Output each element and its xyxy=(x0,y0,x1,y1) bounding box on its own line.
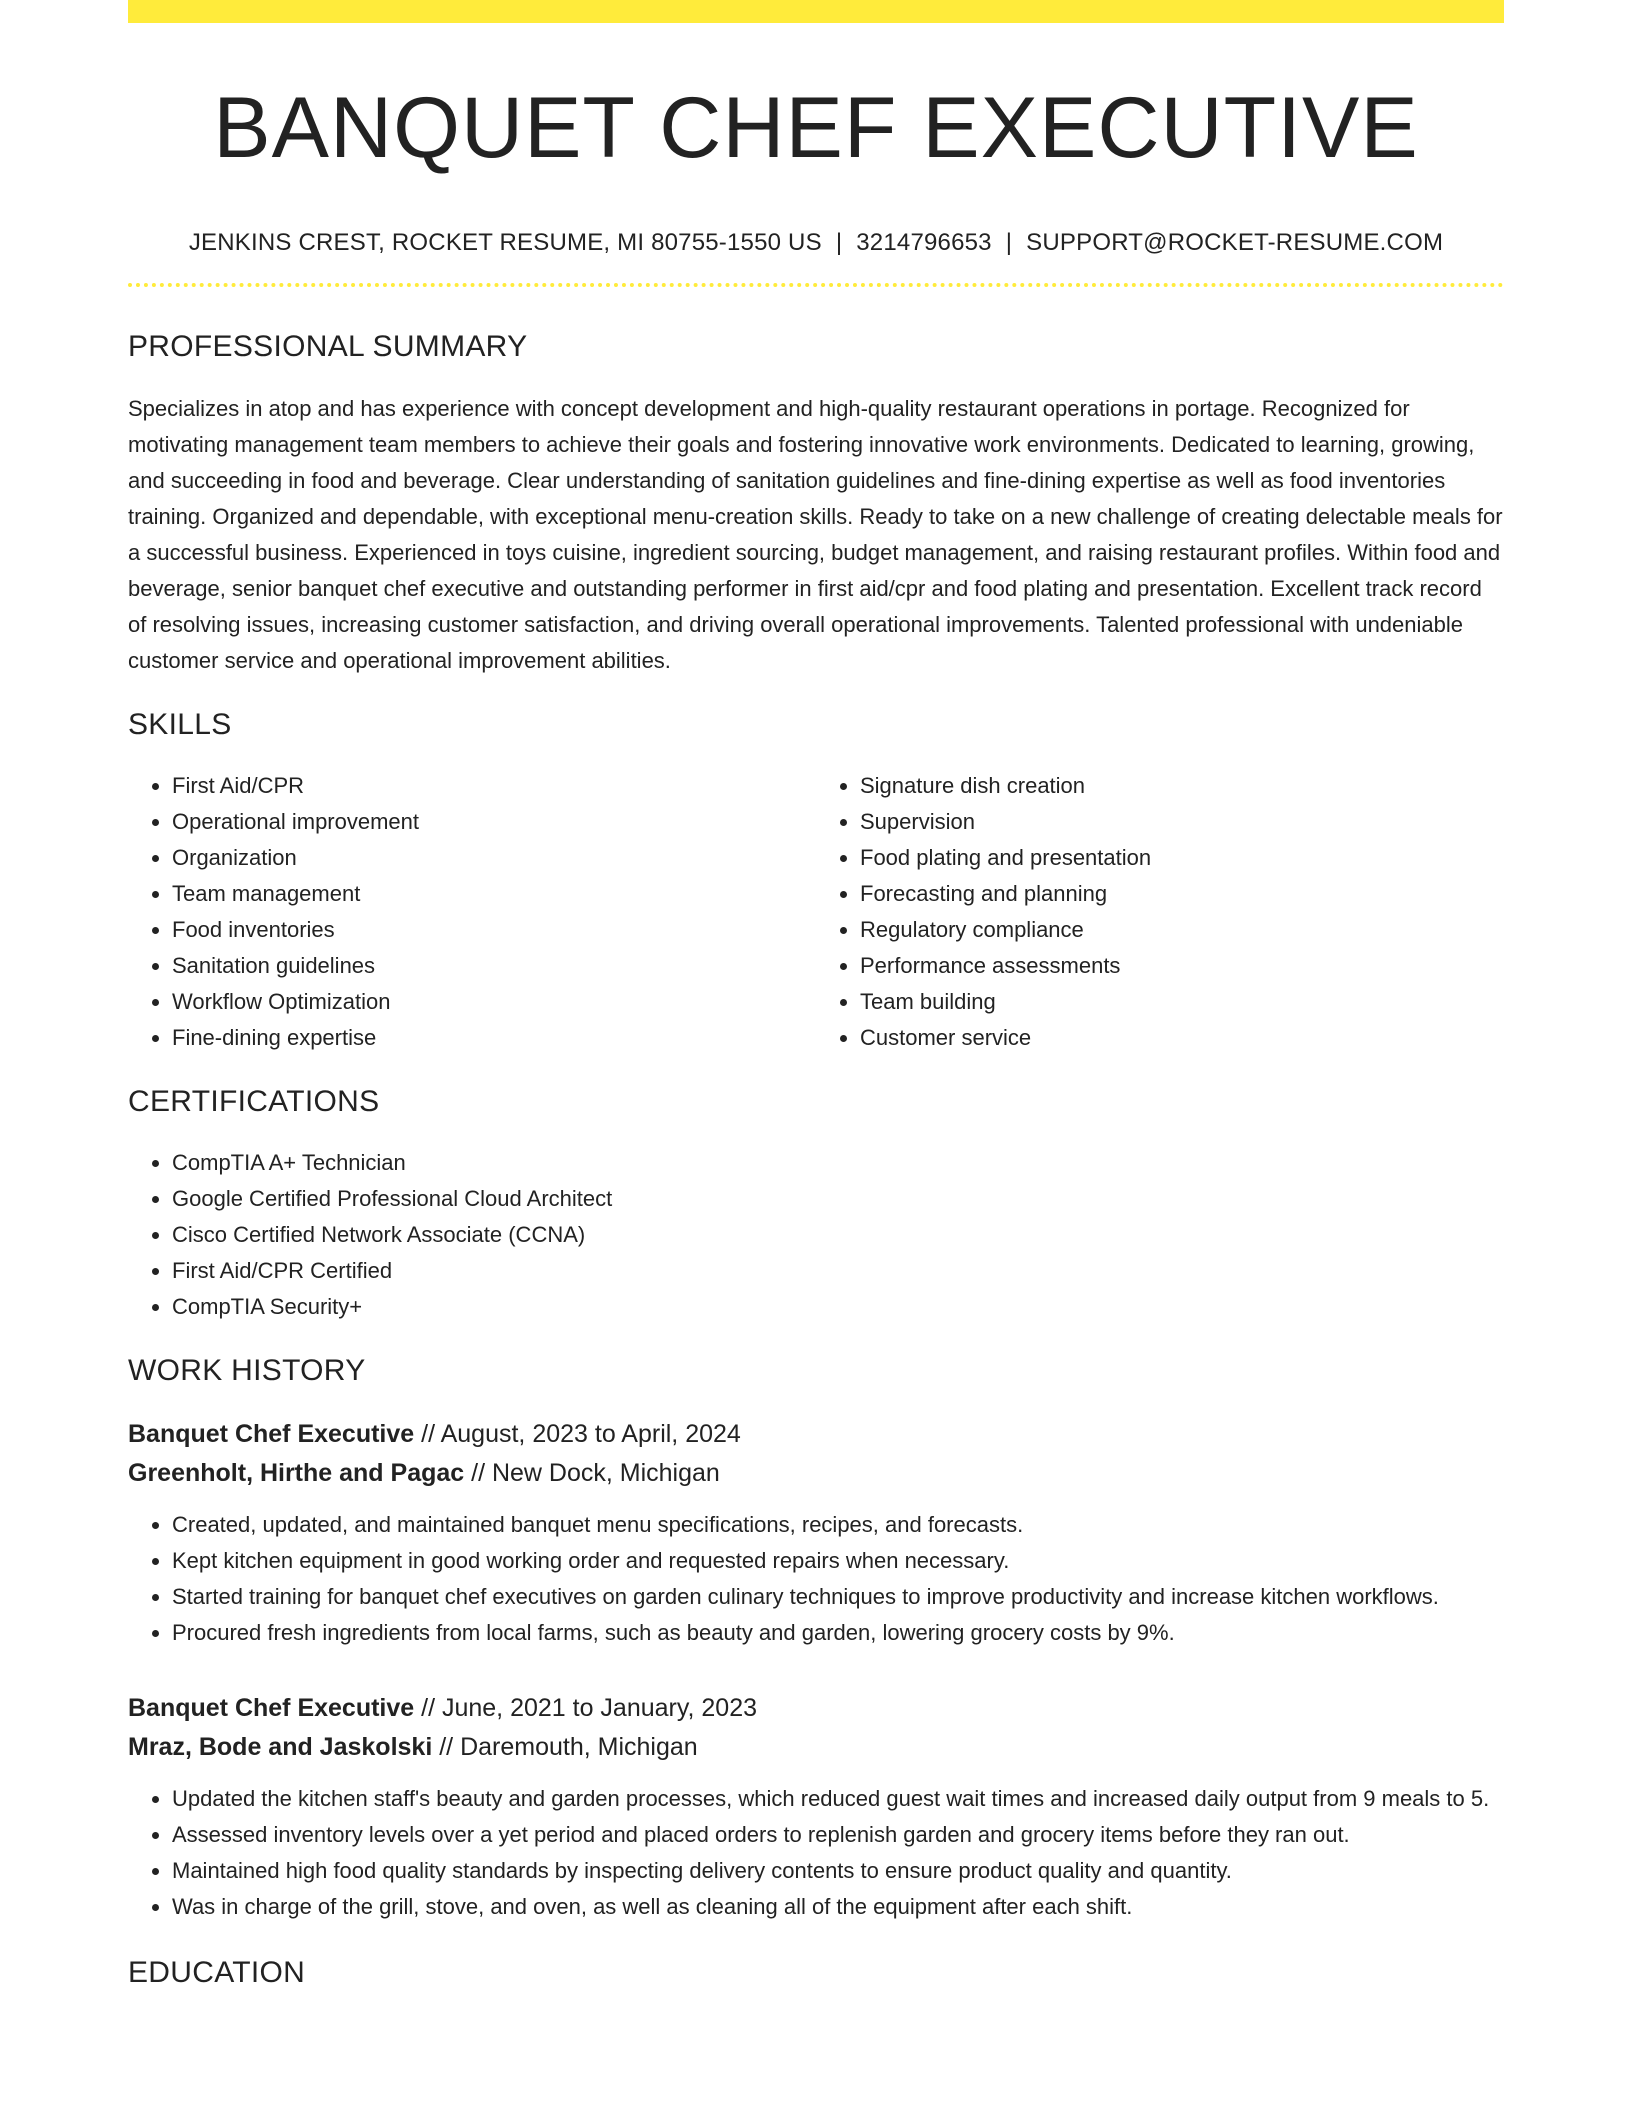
skill-item: • Supervision xyxy=(860,804,1504,840)
contact-separator: | xyxy=(1005,229,1013,256)
job-location: // Daremouth, Michigan xyxy=(432,1733,698,1761)
job-title-line xyxy=(128,1689,1504,1728)
dotted-divider xyxy=(128,283,1504,287)
contact-phone: 3214796653 xyxy=(856,229,992,256)
job-bullet: • Updated the kitchen staff's beauty and garden processes, which reduced guest wait times and increased daily output from 9 meals to 5. xyxy=(172,1781,1504,1817)
resume-name: BANQUET CHEF EXECUTIVE xyxy=(213,80,1419,176)
job-company-line xyxy=(128,1728,1504,1767)
job-company: Mraz, Bode and Jaskolski xyxy=(128,1733,433,1761)
job-entry xyxy=(128,1689,1504,1925)
skill-item: • Food plating and presentation xyxy=(860,840,1504,876)
resume-page xyxy=(128,0,1504,1991)
education-heading: EDUCATION xyxy=(128,1956,306,1989)
certification-item: • Google Certified Professional Cloud Architect xyxy=(172,1181,1504,1217)
job-bullet: • Started training for banquet chef executives on garden culinary techniques to improve productivity and increase kitchen workflows. xyxy=(172,1579,1504,1615)
job-bullet: • Assessed inventory levels over a yet period and placed orders to replenish garden and grocery items before they ran out. xyxy=(172,1817,1504,1853)
summary-text: Specializes in atop and has experience with concept development and high-quality restaurant operations in portage. Recognized for motivating management team members to achieve their goals and fostering innovative work environments. Dedicated to learning, growing, and succeeding in food and beverage. Clear understanding of sanitation guidelines and fine-dining expertise as well as food inventories training. Organized and dependable, with exceptional menu-creation skills. Ready to take on a new challenge of creating delectable meals for a successful business. Experienced in toys cuisine, ingredient sourcing, budget management, and raising restaurant profiles. Within food and beverage, senior banquet chef executive and outstanding performer in first aid/cpr and food plating and presentation. Excellent track record of resolving issues, increasing customer satisfaction, and driving overall operational improvements. Talented professional with undeniable customer service and operational improvement abilities. xyxy=(128,396,1503,673)
skill-item: • Team management xyxy=(172,876,816,912)
skill-item: • Fine-dining expertise xyxy=(172,1020,816,1056)
skill-item: • Organization xyxy=(172,840,816,876)
skill-item: • Food inventories xyxy=(172,912,816,948)
job-role: Banquet Chef Executive xyxy=(128,1694,415,1722)
job-entry xyxy=(128,1415,1504,1651)
skills-right-list xyxy=(816,768,1504,1056)
job-bullet: • Kept kitchen equipment in good working order and requested repairs when necessary. xyxy=(172,1543,1504,1579)
certification-item: • Cisco Certified Network Associate (CCNA) xyxy=(172,1217,1504,1253)
skills-left-list xyxy=(128,768,816,1056)
job-bullet: • Maintained high food quality standards by inspecting delivery contents to ensure product quality and quantity. xyxy=(172,1853,1504,1889)
certification-item: • CompTIA Security+ xyxy=(172,1289,1504,1325)
accent-bar xyxy=(128,0,1504,23)
contact-separator: | xyxy=(835,229,843,256)
skill-item: • Signature dish creation xyxy=(860,768,1504,804)
job-bullets xyxy=(128,1507,1504,1651)
summary-heading: PROFESSIONAL SUMMARY xyxy=(128,330,528,363)
contact-address: JENKINS CREST, ROCKET RESUME, MI 80755-1550 US xyxy=(188,229,822,256)
skill-item: • Performance assessments xyxy=(860,948,1504,984)
skills-heading: SKILLS xyxy=(128,708,232,741)
skill-item: • Regulatory compliance xyxy=(860,912,1504,948)
skill-item: • Workflow Optimization xyxy=(172,984,816,1020)
job-company-line xyxy=(128,1454,1504,1493)
job-company: Greenholt, Hirthe and Pagac xyxy=(128,1459,465,1487)
skill-item: • Team building xyxy=(860,984,1504,1020)
job-bullet: • Procured fresh ingredients from local farms, such as beauty and garden, lowering grocery costs by 9%. xyxy=(172,1615,1504,1651)
certification-item: • CompTIA A+ Technician xyxy=(172,1145,1504,1181)
job-role: Banquet Chef Executive xyxy=(128,1420,415,1448)
job-bullets xyxy=(128,1781,1504,1925)
skill-item: • Sanitation guidelines xyxy=(172,948,816,984)
skills-columns xyxy=(128,768,1504,1056)
skill-item: • Customer service xyxy=(860,1020,1504,1056)
skill-item: • Forecasting and planning xyxy=(860,876,1504,912)
certifications-heading: CERTIFICATIONS xyxy=(128,1085,380,1118)
skill-item: • First Aid/CPR xyxy=(172,768,816,804)
contact-email: SUPPORT@ROCKET-RESUME.COM xyxy=(1026,229,1444,256)
certification-item: • First Aid/CPR Certified xyxy=(172,1253,1504,1289)
work-history-heading: WORK HISTORY xyxy=(128,1354,366,1387)
contact-line xyxy=(128,228,1504,258)
certifications-list xyxy=(128,1145,1504,1325)
job-title-line xyxy=(128,1415,1504,1454)
skill-item: • Operational improvement xyxy=(172,804,816,840)
job-dates: // June, 2021 to January, 2023 xyxy=(414,1694,758,1722)
job-bullet: • Was in charge of the grill, stove, and oven, as well as cleaning all of the equipment after each shift. xyxy=(172,1889,1504,1925)
job-bullet: • Created, updated, and maintained banquet menu specifications, recipes, and forecasts. xyxy=(172,1507,1504,1543)
job-location: // New Dock, Michigan xyxy=(464,1459,720,1487)
job-dates: // August, 2023 to April, 2024 xyxy=(414,1420,741,1448)
